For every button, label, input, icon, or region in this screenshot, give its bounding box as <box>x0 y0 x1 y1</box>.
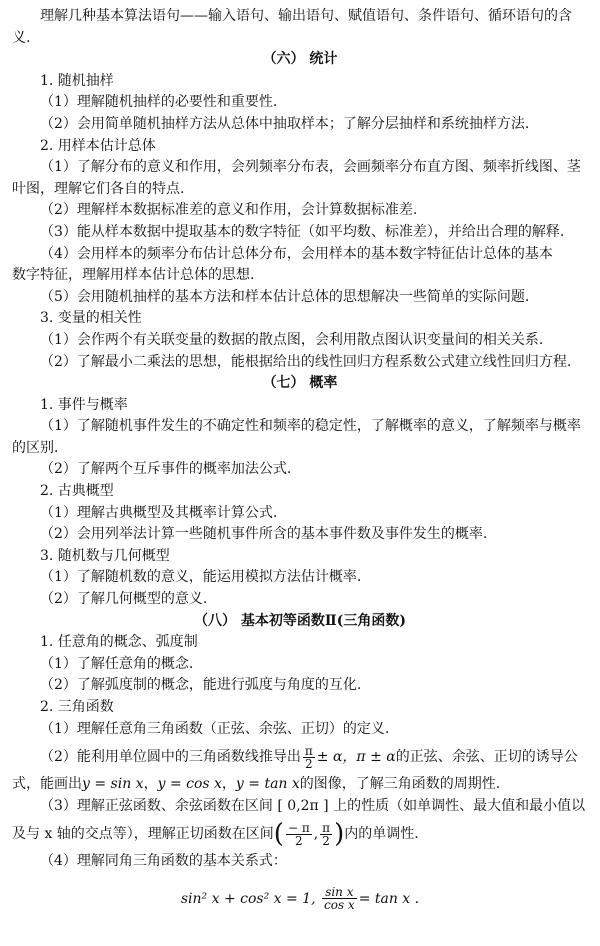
list-item: （1）理解任意角三角函数（正弦、余弦、正切）的定义. <box>40 720 390 737</box>
fraction-sin-over-cos <box>322 886 357 911</box>
list-item: （2）了解最小二乘法的思想，能根据给出的线性回归方程系数公式建立线性回归方程. <box>40 353 572 370</box>
list-item: （1）了解随机数的意义，能运用模拟方法估计概率. <box>40 569 362 586</box>
fraction-numerator: π <box>322 820 331 835</box>
paragraph-line: 义. <box>12 29 31 46</box>
subsection-heading: 1. 随机抽样 <box>40 72 114 89</box>
list-item-with-math <box>12 740 588 774</box>
math-run: y = cos x <box>157 776 222 793</box>
fraction-denominator: cos x <box>324 898 355 913</box>
text-run: 的正弦、余弦、正切的诱导公 <box>395 749 578 766</box>
separator: , <box>313 826 319 843</box>
subsection-heading: 2. 三角函数 <box>40 699 114 715</box>
list-item: （3）理解正弦函数、余弦函数在区间 [ 0,2π ] 上的性质（如单调性、最大值和最小值以 <box>40 797 586 814</box>
math-run: ± α，π ± α <box>316 749 396 766</box>
math-run: sin² x + cos² x = 1, <box>180 890 316 907</box>
section-heading-trig-functions: （八） 基本初等函数Ⅱ(三角函数) <box>194 612 406 629</box>
math-run: = tan x . <box>358 890 420 907</box>
left-paren: ( <box>273 819 284 850</box>
fraction-numerator: π <box>304 743 313 758</box>
fraction-denominator: 2 <box>295 833 303 848</box>
list-item: （1）理解随机抽样的必要性和重要性. <box>40 94 278 111</box>
list-item-continued: 数字特征，理解用样本估计总体的思想. <box>12 267 255 284</box>
section-heading-probability: （七） 概率 <box>262 375 338 392</box>
identity-formula <box>12 879 588 919</box>
list-item: （1）了解分布的意义和作用，会列频率分布表，会画频率分布直方图、频率折线图、茎 <box>40 159 581 176</box>
paragraph-line: 理解几种基本算法语句——输入语句、输出语句、赋值语句、条件语句、循环语句的含 <box>40 8 572 24</box>
list-item: （1）了解随机事件发生的不确定性和频率的稳定性，了解概率的意义，了解频率与概率 <box>40 418 581 435</box>
text-run: 内的单调性. <box>344 826 419 843</box>
list-item-continued: 叶图，理解它们各自的特点. <box>12 180 185 197</box>
subsection-heading: 3. 变量的相关性 <box>40 310 142 327</box>
list-item: （4）理解同角三角函数的基本关系式： <box>40 853 287 870</box>
fraction-numerator: sin x <box>322 886 357 899</box>
list-item-continued-with-math <box>12 774 588 796</box>
list-item: （1）理解古典概型及其概率计算公式. <box>40 504 278 521</box>
list-item: （2）了解弧度制的概念，能进行弧度与角度的互化. <box>40 677 362 694</box>
list-item: （4）会用样本的频率分布估计总体分布，会用样本的基本数字特征估计总体的基本 <box>40 245 553 262</box>
subsection-heading: 3. 随机数与几何概型 <box>40 547 170 564</box>
subsection-heading: 1. 任意角的概念、弧度制 <box>40 634 198 651</box>
list-item: （2）理解样本数据标准差的意义和作用，会计算数据标准差. <box>40 202 418 219</box>
right-paren: ) <box>334 819 345 850</box>
list-item: （1）了解任意角的概念. <box>40 655 194 672</box>
fraction-neg-pi-over-2 <box>286 822 312 847</box>
section-heading-statistics: （六） 统计 <box>262 51 338 68</box>
math-run: y = tan x <box>235 776 300 793</box>
subsection-heading: 1. 事件与概率 <box>40 396 128 413</box>
text-run: （2）能利用单位圆中的三角函数线推导出 <box>40 749 301 766</box>
list-item: （2）了解几何概型的意义. <box>40 591 208 608</box>
list-item-continued-with-math <box>12 817 588 851</box>
list-item: （2）会用列举法计算一些随机事件所含的基本事件数及事件发生的概率. <box>40 526 488 543</box>
text-run: 的图像，了解三角函数的周期性. <box>299 776 501 793</box>
subsection-heading: 2. 古典概型 <box>40 483 114 500</box>
separator: ， <box>221 776 236 793</box>
text-run: 式，能画出 <box>12 776 82 793</box>
list-item: （2）会用简单随机抽样方法从总体中抽取样本；了解分层抽样和系统抽样方法. <box>40 115 530 132</box>
text-run: 及与 x 轴的交点等），理解正切函数在区间 <box>12 826 274 843</box>
list-item-continued: 的区别. <box>12 439 59 456</box>
fraction-pi-over-2 <box>303 745 315 770</box>
subsection-heading: 2. 用样本估计总体 <box>40 137 156 154</box>
fraction-numerator: − π <box>287 820 310 835</box>
fraction-pi-over-2 <box>320 822 332 847</box>
math-run: y = sin x <box>82 776 144 793</box>
fraction-denominator: 2 <box>322 833 330 848</box>
fraction-denominator: 2 <box>305 756 313 771</box>
list-item: （1）会作两个有关联变量的数据的散点图，会利用散点图认识变量间的相关关系. <box>40 331 544 348</box>
separator: ， <box>143 776 158 793</box>
list-item: （3）能从样本数据中提取基本的数字特征（如平均数、标准差），并给出合理的解释. <box>40 223 565 240</box>
list-item: （5）会用随机抽样的基本方法和样本估计总体的思想解决一些简单的实际问题. <box>40 288 530 305</box>
list-item: （2）了解两个互斥事件的概率加法公式. <box>40 461 292 478</box>
